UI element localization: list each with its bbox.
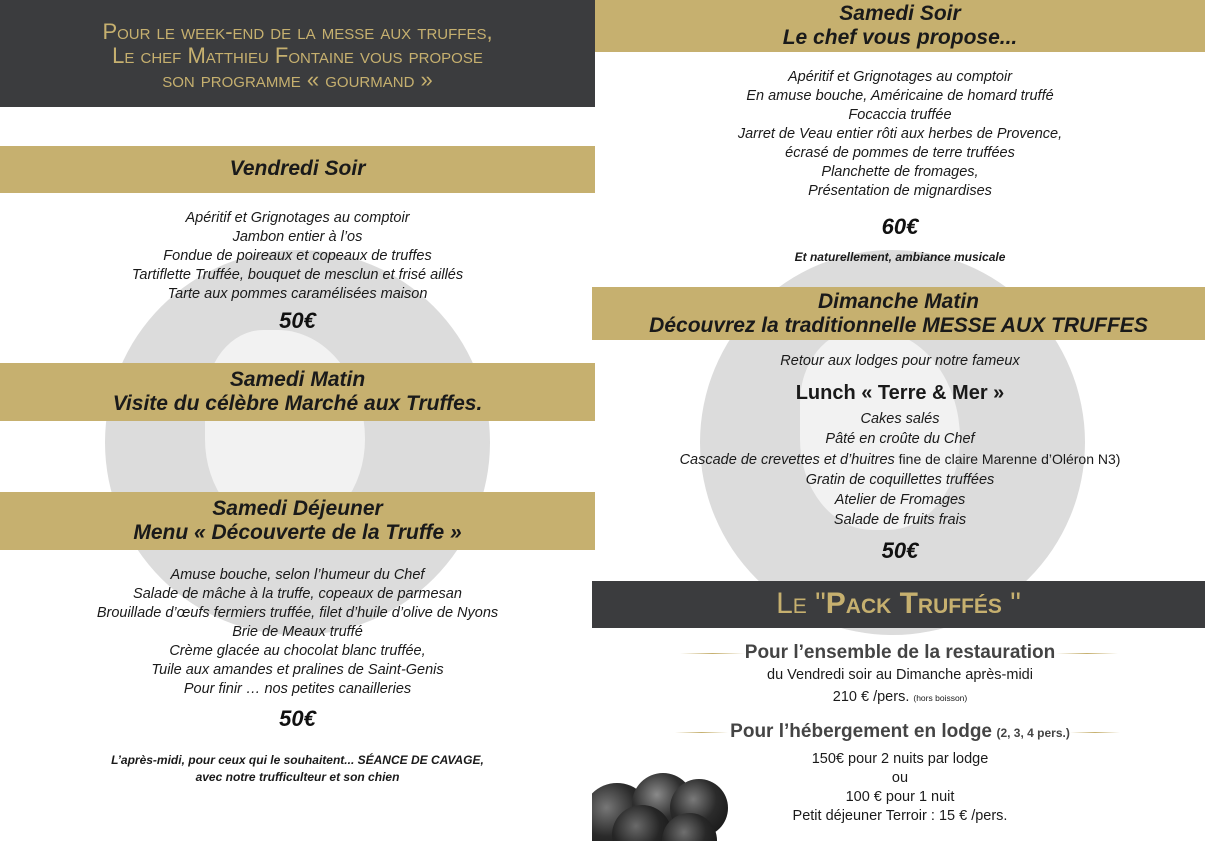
friday-title: Vendredi Soir — [229, 157, 366, 180]
pack-le: Le — [776, 587, 816, 620]
pack-close-quote: " — [1001, 587, 1021, 620]
lodge-heading: Pour l’hébergement en lodge — [730, 721, 992, 742]
header-banner — [0, 0, 595, 107]
sun-item-cascade — [595, 449, 1205, 470]
lodge-line-3: Petit déjeuner Terroir : 15 € /pers. — [792, 808, 1008, 824]
sun-item-2: Pâté en croûte du Chef — [825, 431, 975, 447]
sun-item-5: Atelier de Fromages — [834, 492, 966, 508]
resto-price-row — [595, 689, 1205, 705]
header-line-2: Le chef Matthieu Fontaine vous propose — [112, 43, 483, 68]
sun-morning-subtitle: Découvrez la traditionnelle MESSE AUX TRUFFES — [649, 314, 1148, 337]
cavage-note-line-1: L’après-midi, pour ceux qui le souhaitent... SÉANCE DE CAVAGE, — [111, 753, 484, 767]
sat-evening-item-6: Planchette de fromages, — [821, 164, 979, 180]
friday-item-3: Fondue de poireaux et copeaux de truffes — [163, 248, 432, 264]
sun-morning-title: Dimanche Matin — [817, 290, 980, 313]
friday-price: 50€ — [279, 308, 316, 333]
lodge-sizes: (2, 3, 4 pers.) — [996, 726, 1070, 740]
sat-evening-subtitle: Le chef vous propose... — [782, 26, 1018, 49]
sat-evening-title: Samedi Soir — [839, 2, 961, 25]
sat-lunch-item-3: Brouillade d’œufs fermiers truffée, filet d’huile d’olive de Nyons — [96, 605, 499, 621]
friday-item-2: Jambon entier à l’os — [232, 229, 363, 245]
sun-item-4: Gratin de coquillettes truffées — [805, 472, 995, 488]
sat-lunch-item-4: Brie de Meaux truffé — [232, 624, 363, 640]
sat-evening-item-5: écrasé de pommes de terre truffées — [785, 145, 1015, 161]
sun-item-1: Cakes salés — [860, 411, 940, 427]
sat-evening-item-4: Jarret de Veau entier rôti aux herbes de Provence, — [737, 126, 1063, 142]
cavage-note — [0, 752, 595, 786]
cascade-main: Cascade de crevettes et d’huitres — [679, 452, 895, 468]
sun-lunch-title: Lunch « Terre & Mer » — [795, 382, 1005, 404]
friday-item-1: Apéritif et Grignotages au comptoir — [185, 210, 410, 226]
sun-price: 50€ — [881, 538, 919, 563]
sat-evening-band — [595, 0, 1205, 52]
sun-menu — [595, 409, 1205, 530]
sat-lunch-title: Samedi Déjeuner — [212, 497, 383, 520]
sat-evening-item-1: Apéritif et Grignotages au comptoir — [787, 69, 1013, 85]
friday-item-4: Tartiflette Truffée, bouquet de mesclun et frisé aillés — [131, 267, 464, 283]
sat-evening-price: 60€ — [881, 214, 919, 239]
cavage-note-line-2: avec notre trufficulteur et son chien — [195, 770, 400, 784]
resto-heading: Pour l’ensemble de la restauration — [744, 642, 1056, 663]
header-line-1: Pour le week-end de la messe aux truffes, — [102, 19, 493, 44]
sat-evening-item-2: En amuse bouche, Américaine de homard truffé — [746, 88, 1054, 104]
sat-lunch-item-1: Amuse bouche, selon l’humeur du Chef — [170, 567, 425, 583]
sat-morning-title: Samedi Matin — [229, 368, 366, 391]
sat-lunch-price: 50€ — [279, 706, 316, 731]
lodge-details — [595, 750, 1205, 826]
sat-lunch-band — [0, 492, 595, 550]
sun-item-6: Salade de fruits frais — [833, 512, 967, 528]
pack-open-quote: " — [815, 587, 826, 620]
pack-banner — [592, 581, 1205, 628]
sat-morning-subtitle: Visite du célèbre Marché aux Truffes. — [112, 392, 483, 415]
sat-evening-note: Et naturellement, ambiance musicale — [794, 250, 1006, 264]
resto-line: du Vendredi soir au Dimanche après-midi — [767, 667, 1033, 683]
sun-intro: Retour aux lodges pour notre fameux — [780, 353, 1020, 369]
cascade-detail: fine de claire Marenne d’Oléron N3) — [894, 451, 1121, 467]
header-line-3: son programme « gourmand » — [162, 67, 433, 92]
friday-band — [0, 146, 595, 193]
resto-note: (hors boisson) — [913, 693, 968, 703]
lodge-heading-row — [595, 721, 1205, 743]
sat-lunch-menu — [0, 566, 595, 699]
sat-lunch-subtitle: Menu « Découverte de la Truffe » — [133, 521, 462, 544]
resto-price: 210 € /pers. — [832, 689, 910, 705]
sat-evening-item-7: Présentation de mignardises — [808, 183, 992, 199]
friday-item-5: Tarte aux pommes caramélisées maison — [167, 286, 428, 302]
sat-evening-menu — [595, 68, 1205, 201]
sat-evening-item-3: Focaccia truffée — [848, 107, 952, 123]
sat-lunch-item-5: Crème glacée au chocolat blanc truffée, — [169, 643, 426, 659]
lodge-line-1: 150€ pour 2 nuits par lodge — [811, 751, 989, 767]
sat-morning-band — [0, 363, 595, 421]
pack-title: Pack Truffés — [825, 587, 1002, 620]
lodge-line-2: 100 € pour 1 nuit — [845, 789, 955, 805]
sat-lunch-item-7: Pour finir … nos petites canailleries — [183, 681, 412, 697]
sat-lunch-item-6: Tuile aux amandes et pralines de Saint-Genis — [151, 662, 444, 678]
lodge-or: ou — [891, 770, 909, 786]
friday-menu — [0, 209, 595, 304]
sun-morning-band — [592, 287, 1205, 340]
sat-lunch-item-2: Salade de mâche à la truffe, copeaux de parmesan — [133, 586, 462, 602]
